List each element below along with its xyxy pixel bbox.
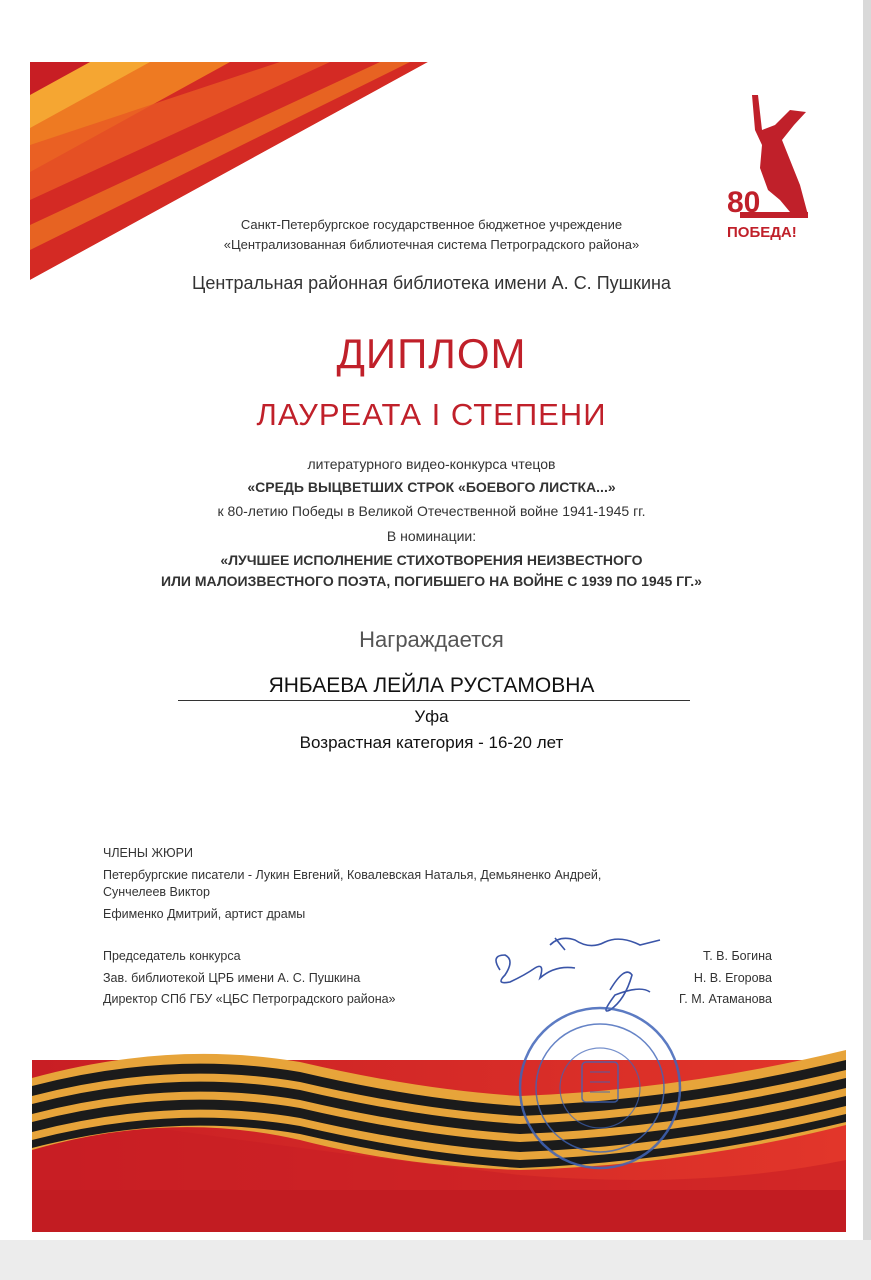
diploma-subtitle: ЛАУРЕАТА I СТЕПЕНИ bbox=[256, 397, 607, 432]
emblem bbox=[727, 188, 797, 242]
recipient-city: Уфа bbox=[414, 707, 449, 726]
jury-line-1: Петербургские писатели - Лукин Евгений, Ковалевская Наталья, Демьяненко Андрей, bbox=[103, 868, 602, 882]
role-chairman: Председатель конкурса bbox=[103, 949, 241, 963]
recipient-name: ЯНБАЕВА ЛЕЙЛА РУСТАМОВНА bbox=[268, 674, 595, 697]
role-library-head: Зав. библиотекой ЦРБ имени А. С. Пушкина bbox=[103, 971, 361, 985]
awarded-label: Награждается bbox=[359, 627, 504, 652]
contest-line-1: литературного видео-конкурса чтецов bbox=[307, 456, 556, 472]
signer-2: Н. В. Егорова bbox=[693, 971, 772, 985]
signer-1: Т. В. Богина bbox=[702, 949, 772, 963]
nomination-line-1: «ЛУЧШЕЕ ИСПОЛНЕНИЕ СТИХОТВОРЕНИЯ НЕИЗВЕСТНОГО bbox=[220, 552, 643, 568]
diploma-title: ДИПЛОМ bbox=[336, 330, 527, 377]
organization-line-2: «Централизованная библиотечная система Петроградского района» bbox=[223, 237, 640, 252]
age-category: Возрастная категория - 16-20 лет bbox=[299, 733, 564, 752]
contest-name: «СРЕДЬ ВЫЦВЕТШИХ СТРОК «БОЕВОГО ЛИСТКА...» bbox=[247, 479, 616, 495]
role-director: Директор СПб ГБУ «ЦБС Петроградского района» bbox=[103, 992, 396, 1006]
organization-line-1: Санкт-Петербургское государственное бюджетное учреждение bbox=[240, 217, 623, 232]
emblem-word: ПОБЕДА! bbox=[727, 224, 797, 241]
jury-heading: ЧЛЕНЫ ЖЮРИ bbox=[103, 846, 193, 860]
signer-3: Г. М. Атаманова bbox=[679, 992, 772, 1006]
jury-line-3: Ефименко Дмитрий, артист драмы bbox=[103, 907, 306, 921]
name-underline bbox=[178, 700, 690, 701]
nomination-label: В номинации: bbox=[386, 528, 477, 544]
contest-line-3: к 80-летию Победы в Великой Отечественной войне 1941-1945 гг. bbox=[217, 503, 646, 519]
library-name: Центральная районная библиотека имени А. С. Пушкина bbox=[192, 273, 671, 293]
jury-line-2: Сунчелеев Виктор bbox=[103, 885, 210, 899]
nomination-line-2: ИЛИ МАЛОИЗВЕСТНОГО ПОЭТА, ПОГИБШЕГО НА ВОЙНЕ С 1939 ПО 1945 ГГ.» bbox=[161, 573, 702, 589]
emblem-number: 80 bbox=[727, 186, 761, 219]
